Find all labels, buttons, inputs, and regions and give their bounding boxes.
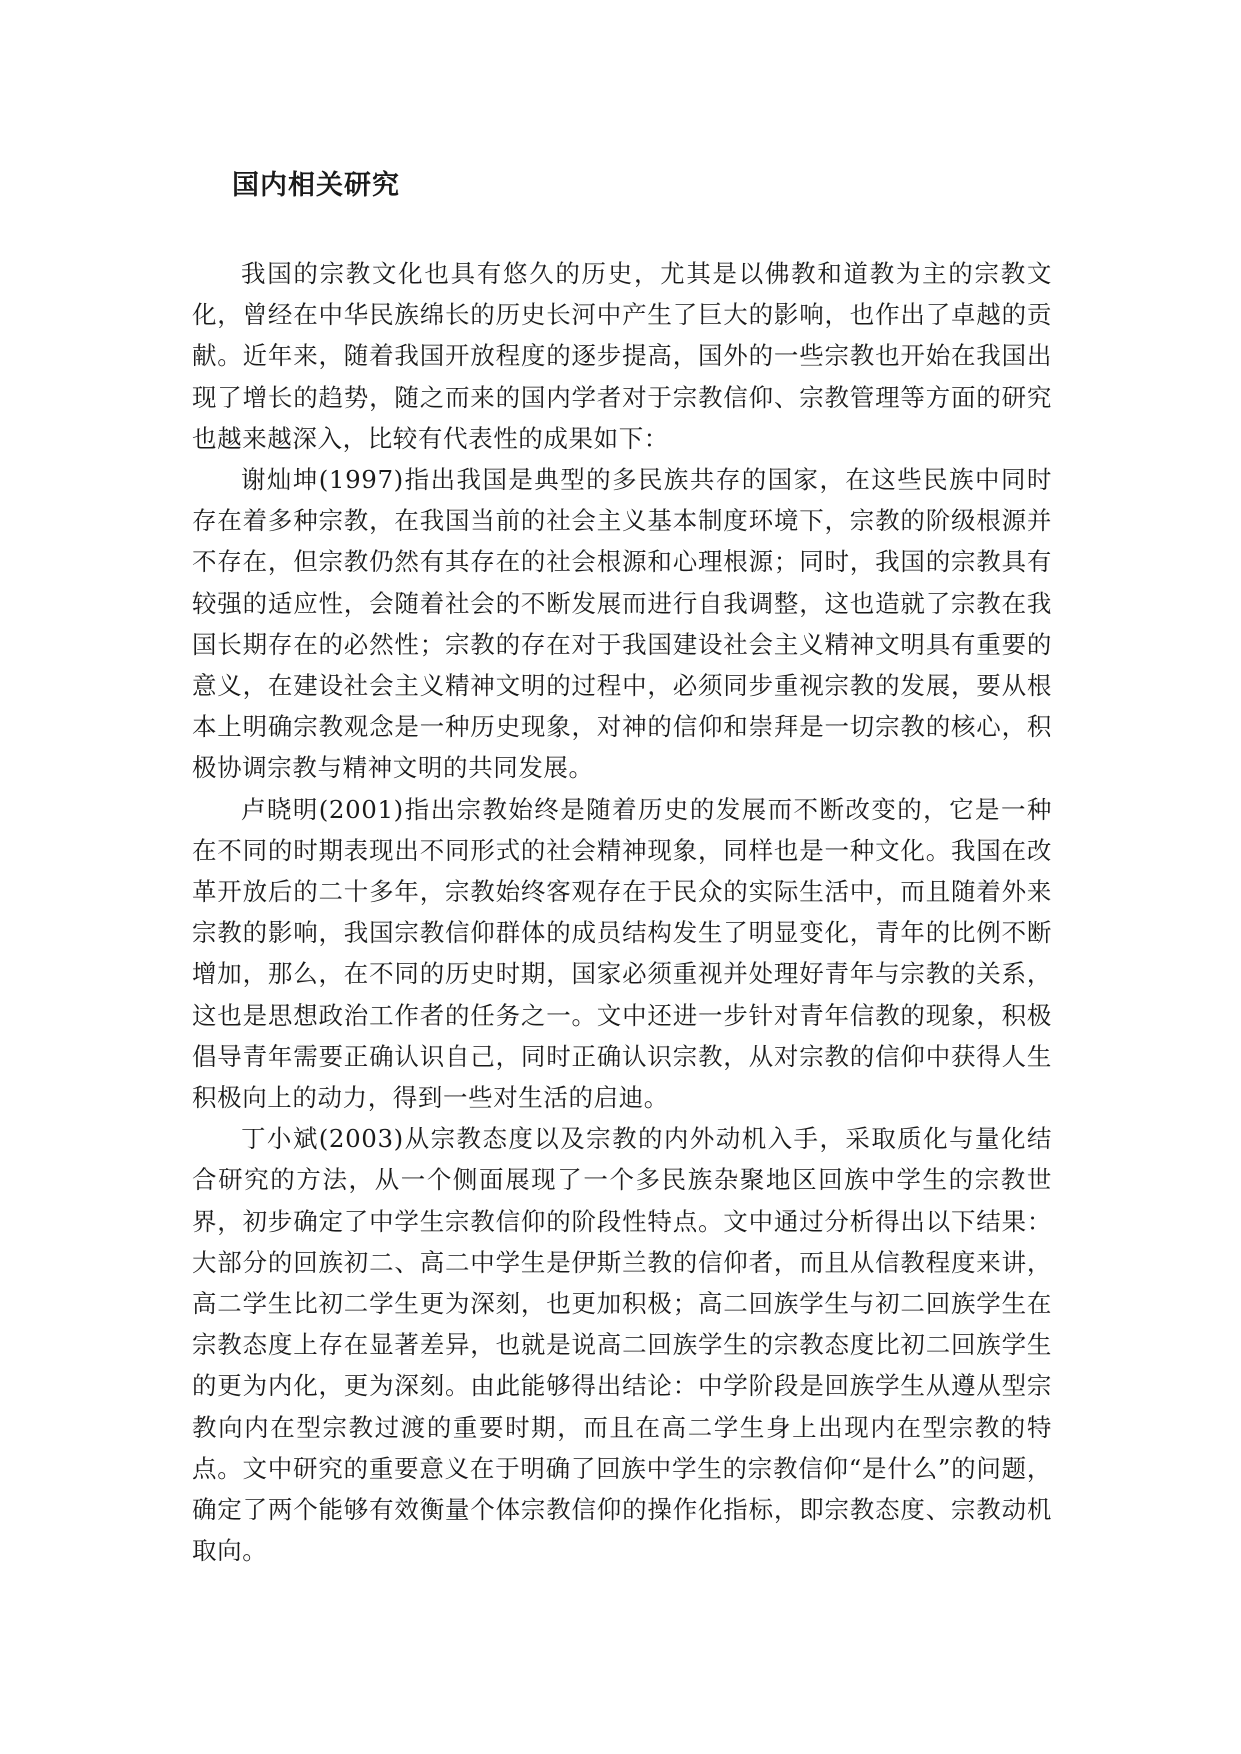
paragraph-lu-xiaoming: 卢晓明(2001)指出宗教始终是随着历史的发展而不断改变的，它是一种在不同的时期表现出不同形式的社会精神现象，同样也是一种文化。我国在改革开放后的二十多年，宗教始终客观存在于民众的实际生活中，而且随着外来宗教的影响，我国宗教信仰群体的成员结构发生了明显变化，青年的比例不断增加，那么，在不同的历史时期，国家必须重视并处理好青年与宗教的关系，这也是思想政治工作者的任务之一。文中还进一步针对青年信教的现象，积极倡导青年需要正确认识自己，同时正确认识宗教，从对宗教的信仰中获得人生积极向上的动力，得到一些对生活的启迪。 [192,794,1052,1113]
body-text [192,253,1052,1572]
paragraph-xie-cankun: 谢灿坤(1997)指出我国是典型的多民族共存的国家，在这些民族中同时存在着多种宗教，在我国当前的社会主义基本制度环境下，宗教的阶级根源并不存在，但宗教仍然有其存在的社会根源和心理根源；同时，我国的宗教具有较强的适应性，会随着社会的不断发展而进行自我调整，这也造就了宗教在我国长期存在的必然性；宗教的存在对于我国建设社会主义精神文明具有重要的意义，在建设社会主义精神文明的过程中，必须同步重视宗教的发展，要从根本上明确宗教观念是一种历史现象，对神的信仰和崇拜是一切宗教的核心，积极协调宗教与精神文明的共同发展。 [192,465,1052,783]
paragraph-intro: 我国的宗教文化也具有悠久的历史，尤其是以佛教和道教为主的宗教文化，曾经在中华民族绵长的历史长河中产生了巨大的影响，也作出了卓越的贡献。近年来，随着我国开放程度的逐步提高，国外的一些宗教也开始在我国出现了增长的趋势，随之而来的国内学者对于宗教信仰、宗教管理等方面的研究也越来越深入，比较有代表性的成果如下： [192,259,1052,453]
paragraph-ding-xiaobin: 丁小斌(2003)从宗教态度以及宗教的内外动机入手，采取质化与量化结合研究的方法，从一个侧面展现了一个多民族杂聚地区回族中学生的宗教世界，初步确定了中学生宗教信仰的阶段性特点。文中通过分析得出以下结果：大部分的回族初二、高二中学生是伊斯兰教的信仰者，而且从信教程度来讲，高二学生比初二学生更为深刻，也更加积极；高二回族学生与初二回族学生在宗教态度上存在显著差异，也就是说高二回族学生的宗教态度比初二回族学生的更为内化，更为深刻。由此能够得出结论：中学阶段是回族学生从遵从型宗教向内在型宗教过渡的重要时期，而且在高二学生身上出现内在型宗教的特点。文中研究的重要意义在于明确了回族中学生的宗教信仰“是什么”的问题，确定了两个能够有效衡量个体宗教信仰的操作化指标，即宗教态度、宗教动机取向。 [192,1124,1052,1566]
section-heading: 国内相关研究 [232,170,400,201]
